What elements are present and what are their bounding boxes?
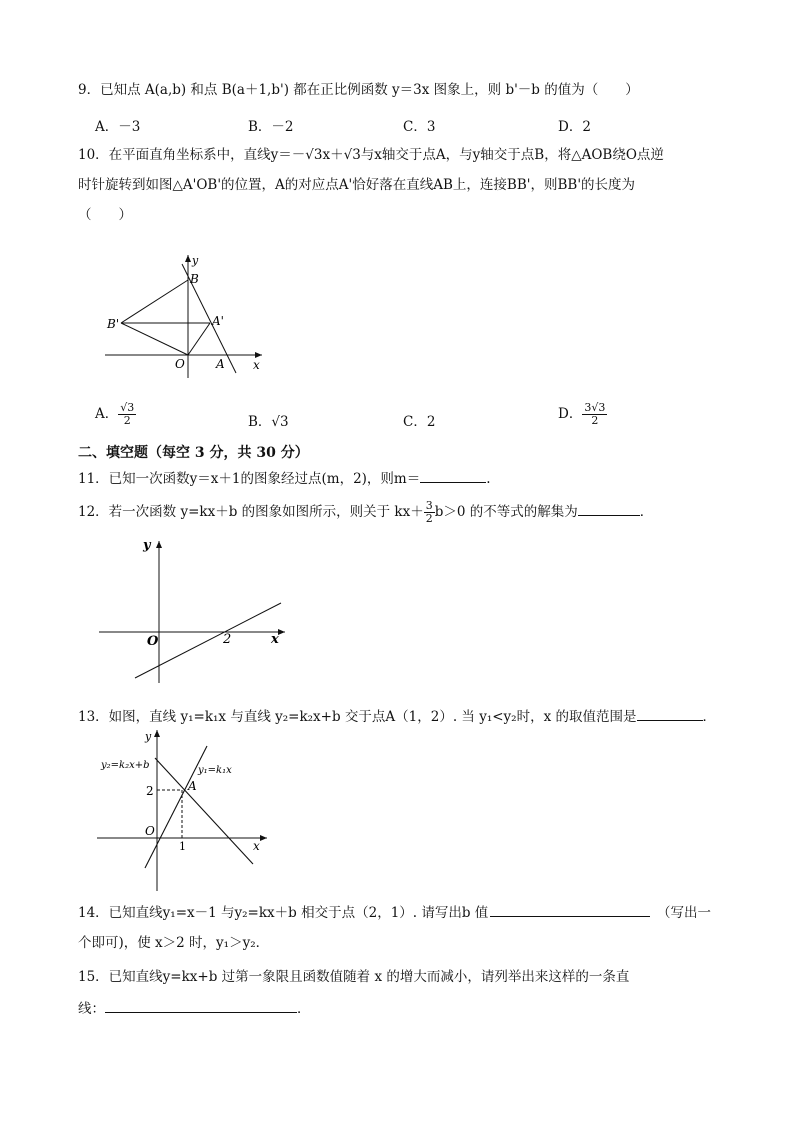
label-two: 2 [223,632,232,647]
label-y: y [192,254,199,267]
label-y1-eq: y₁=k₁x [198,765,232,776]
question-13: 13．如图，直线 y₁=k₁x 与直线 y₂=k₂x+b 交于点A（1，2）. 当 y₁<y₂时，x 的取值范围是 ． [78,706,716,727]
label-a-prime: A' [212,314,224,328]
question-9: 9．已知点 A(a,b) 和点 B(a＋1,b') 都在正比例函数 y＝3x 图象上，则 b'－b 的值为（ ） [78,82,639,98]
question-10-line3: （ ） [78,207,132,223]
answer-blank[interactable] [490,902,650,917]
section-heading-fill-in: 二、填空题（每空 3 分，共 30 分） [78,445,309,461]
label-b: B [190,272,199,286]
label-two: 2 [146,784,154,798]
label-b-prime: B' [107,317,120,331]
question-14-line2: 个即可)，使 x＞2 时，y₁＞y₂． [78,935,270,951]
q10-figure [95,250,270,380]
label-x: x [271,632,279,647]
label-y2-eq: y₂=k₂x+b [101,760,150,771]
label-a: A [216,357,225,371]
label-x: x [253,358,260,372]
q9-option-c: C．3 [403,119,436,135]
label-one: 1 [179,840,186,853]
q10-option-b: B．√3 [248,414,289,430]
label-y: y [143,538,151,553]
question-11: 11．已知一次函数y＝x＋1的图象经过点(m，2)，则m＝ . [78,468,491,489]
label-y: y [145,730,152,743]
question-12: 12．若一次函数 y=kx＋b 的图象如图所示，则关于 kx＋ $\frac{3}{2}$ b＞0 的不等式的解集为 ． [78,499,654,525]
label-a: A [188,779,197,793]
answer-blank[interactable] [420,468,486,483]
label-o: O [175,357,185,371]
q9-option-b: B．－2 [248,119,294,135]
q9-option-d: D．2 [558,119,591,135]
question-10-line2: 时针旋转到如图△A'OB'的位置，A的对应点A'恰好落在直线AB上，连接BB'，则BB'的长度为 [78,177,636,193]
answer-blank[interactable] [637,706,703,721]
question-10-line1: 10．在平面直角坐标系中，直线y＝－√3x＋√3与x轴交于点A，与y轴交于点B，将△AOB绕O点逆 [78,147,664,163]
question-15-line1: 15．已知直线y=kx+b 过第一象限且函数值随着 x 的增大而减小，请列举出来这样的一条直 [78,969,630,985]
label-o: O [147,634,159,649]
q13-figure [95,728,275,893]
answer-blank[interactable] [578,501,640,516]
q10-option-c: C．2 [403,414,436,430]
q12-figure [95,535,295,685]
answer-blank[interactable] [105,998,297,1013]
label-x: x [253,839,260,853]
q10-option-d: D． $\frac{3√3}{2}$ [558,401,606,427]
q10-option-a: A． $\frac{√3}{2}$ [95,401,135,427]
question-15-line2: 线： ． [78,998,311,1019]
q9-option-a: A．－3 [95,119,141,135]
question-14-line1: 14．已知直线y₁=x－1 与y₂=kx＋b 相交于点（2，1）. 请写出b 值 （写出一 [78,902,711,923]
label-o: O [145,824,155,838]
